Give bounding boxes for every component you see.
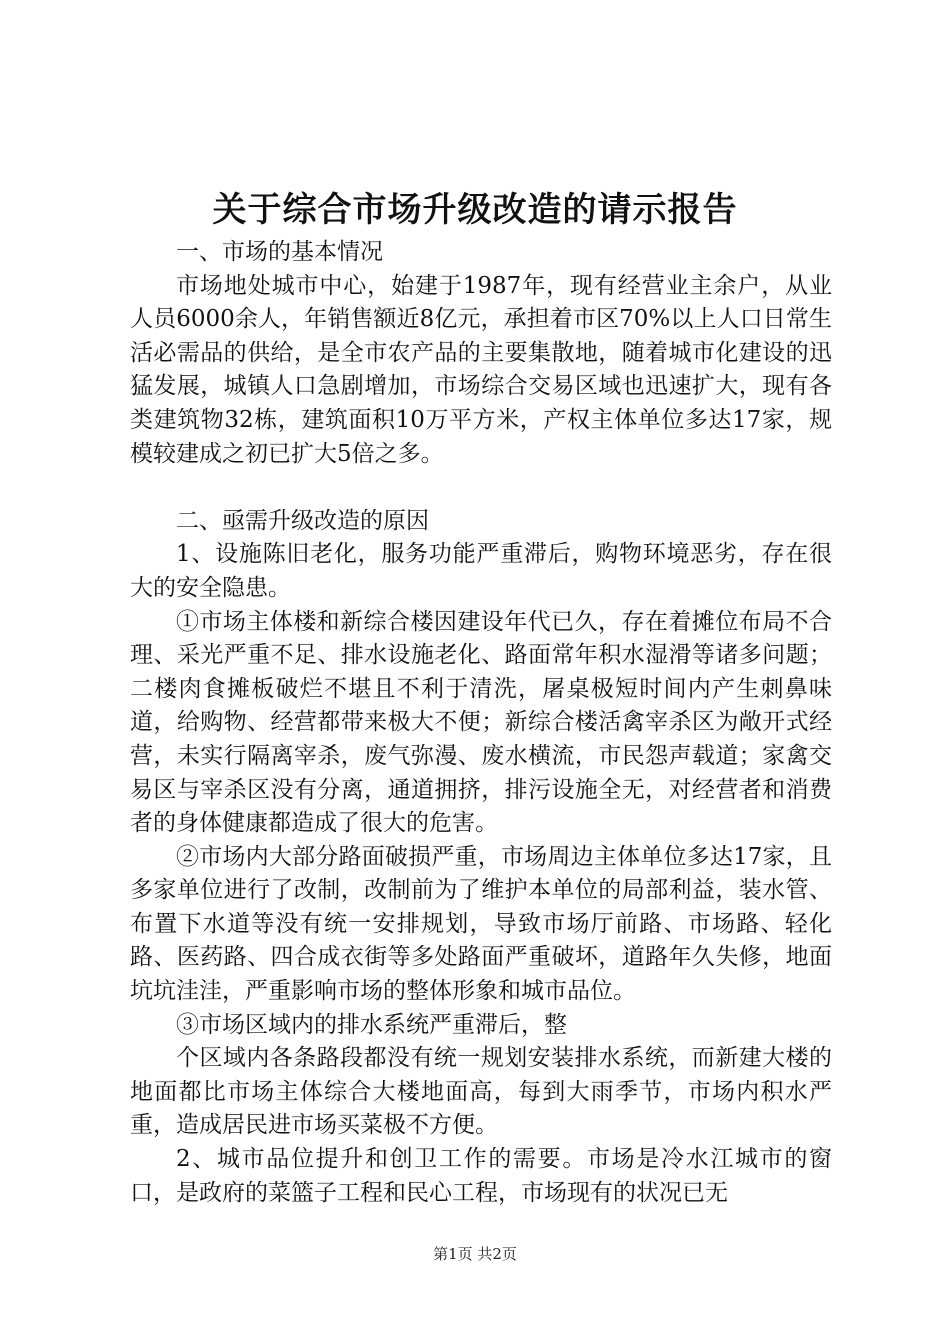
paragraph-reason-2: 2、城市品位提升和创卫工作的需要。市场是冷水江城市的窗口，是政府的菜篮子工程和民心工程，市场现有的状况已无: [130, 1146, 832, 1206]
paragraph-market-overview: 市场地处城市中心，始建于1987年，现有经营业主余户，从业人员6000余人，年销售额近8亿元，承担着市区70%以上人口日常生活必需品的供给，是全市农产品的主要集散地，随着城市化建设的迅猛发展，城镇人口急剧增加，市场综合交易区域也迅速扩大，现有各类建筑物32栋，建筑面积10万平方米，产权主体单位多达17家，规模较建成之初已扩大5倍之多。: [130, 272, 832, 467]
paragraph-reason-1-c: ③市场区域内的排水系统严重滞后，整: [176, 1011, 567, 1038]
paragraph-reason-1: 1、设施陈旧老化，服务功能严重滞后，购物环境恶劣，存在很大的安全隐患。: [130, 541, 832, 601]
page-number-footer: 第1页 共2页: [433, 1245, 517, 1263]
section-heading-upgrade-reasons: 二、亟需升级改造的原因: [176, 507, 429, 534]
paragraph-reason-1-b: ②市场内大部分路面破损严重，市场周边主体单位多达17家，且多家单位进行了改制，改制前为了维护本单位的局部利益，装水管、布置下水道等没有统一安排规划，导致市场厅前路、市场路、轻化路、医药路、四合成衣街等多处路面严重破坏，道路年久失修，地面坑坑洼洼，严重影响市场的整体形象和城市品位。: [130, 843, 832, 1005]
document-body: [130, 236, 832, 1210]
section-heading-basic-info: 一、市场的基本情况: [176, 239, 383, 265]
paragraph-reason-1-a: ①市场主体楼和新综合楼因建设年代已久，存在着摊位布局不合理、采光严重不足、排水设施老化、路面常年积水湿滑等诸多问题；二楼肉食摊板破烂不堪且不利于清洗，屠桌极短时间内产生刺鼻味道，给购物、经营都带来极大不便；新综合楼活禽宰杀区为敞开式经营，未实行隔离宰杀，废气弥漫、废水横流，市民怨声载道；家禽交易区与宰杀区没有分离，通道拥挤，排污设施全无，对经营者和消费者的身体健康都造成了很大的危害。: [130, 608, 832, 837]
paragraph-reason-1-c-continued: 个区域内各条路段都没有统一规划安装排水系统，而新建大楼的地面都比市场主体综合大楼地面高，每到大雨季节，市场内积水严重，造成居民进市场买菜极不方便。: [130, 1045, 832, 1139]
document-title: 关于综合市场升级改造的请示报告: [212, 190, 738, 230]
paragraph-spacer: [130, 471, 832, 505]
